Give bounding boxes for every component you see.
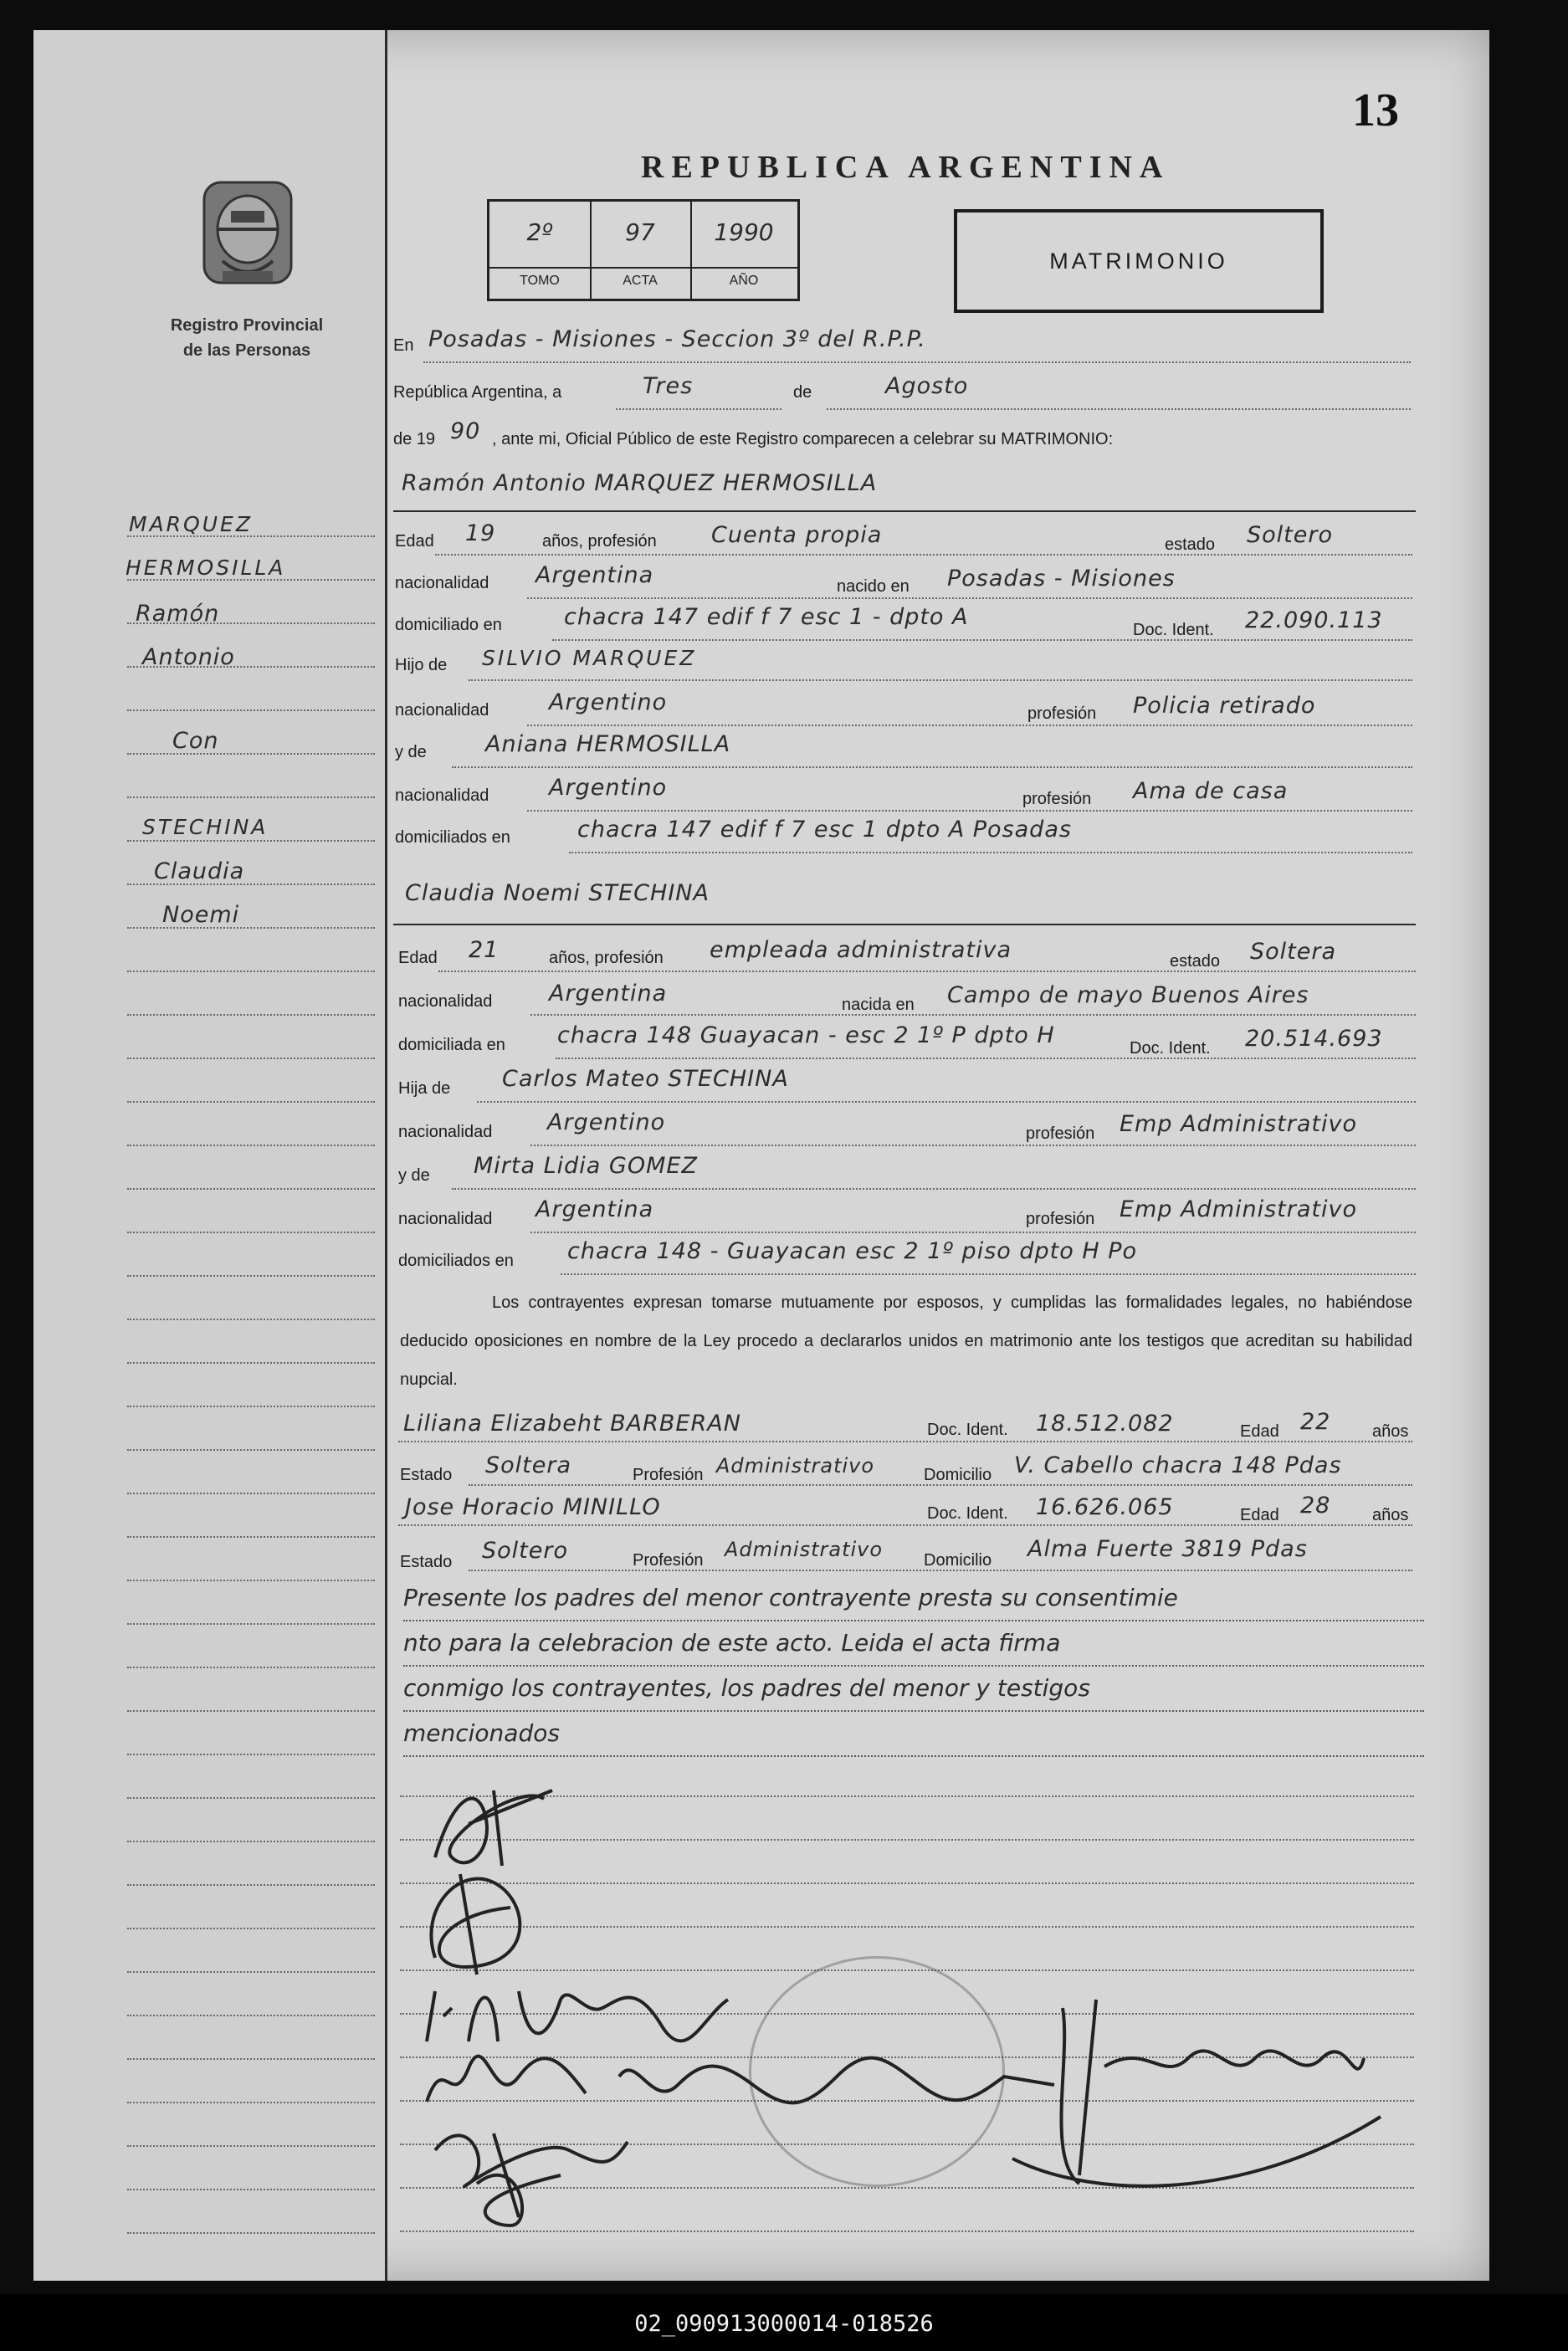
margin-dotted-line (127, 535, 375, 537)
groom-profesion: Cuenta propia (711, 522, 883, 548)
margin-dotted-line (127, 1493, 375, 1494)
groom-doc-label: Doc. Ident. (1133, 621, 1214, 639)
groom-doc: 22.090.113 (1245, 607, 1383, 633)
bride-yde-label: y de (398, 1166, 430, 1185)
signature-5-icon (996, 1991, 1389, 2200)
witness2-prof-label: Profesión (633, 1551, 704, 1570)
margin-dotted-line (127, 1667, 375, 1668)
registry-label-line1: Registro Provincial (170, 316, 324, 335)
groom-hijo-label: Hijo de (395, 656, 448, 674)
en-label: En (393, 336, 414, 355)
margin-dotted-line (127, 2232, 375, 2234)
acta-cell (590, 202, 692, 299)
witness1-name: Liliana Elizabeht BARBERAN (403, 1411, 741, 1437)
groom-dom: chacra 147 edif f 7 esc 1 - dpto A (564, 604, 969, 630)
year-value: 90 (450, 418, 481, 444)
de-year-label: de 19 (393, 430, 436, 448)
bride-padre-nac-label: nacionalidad (398, 1123, 493, 1141)
margin-dotted-line (127, 2145, 375, 2147)
dia-value: Tres (643, 373, 694, 399)
witness1-doc-label: Doc. Ident. (927, 1421, 1008, 1439)
witness1-estado: Soltera (485, 1452, 572, 1478)
bride-hija-label: Hija de (398, 1079, 451, 1098)
act-type-box (954, 209, 1324, 313)
witness1-edad-label: Edad (1240, 1422, 1279, 1441)
bride-padre-prof: Emp Administrativo (1120, 1111, 1357, 1137)
groom-padre-nac-label: nacionalidad (395, 701, 489, 720)
bride-padres-dom: chacra 148 - Guayacan esc 2 1º piso dpto H Po (567, 1238, 1138, 1264)
margin-dotted-line (127, 1536, 375, 1538)
bride-edad-label: Edad (398, 949, 438, 967)
groom-madre-nac: Argentino (549, 775, 668, 801)
groom-padre-nac: Argentino (549, 689, 668, 715)
margin-dotted-line (127, 2058, 375, 2060)
ante-text: , ante mi, Oficial Público de este Registro comparecen a celebrar su MATRIMONIO: (492, 430, 1114, 448)
bride-padres-dom-label: domiciliados en (398, 1252, 514, 1270)
register-page (33, 30, 1489, 2281)
margin-dotted-line (127, 622, 375, 624)
groom-anios-label: años, profesión (542, 532, 657, 551)
bride-nac: Argentina (549, 981, 668, 1006)
anio-value: 1990 (714, 218, 774, 246)
witness2-prof: Administrativo (725, 1538, 884, 1561)
margin-dotted-line (127, 1101, 375, 1103)
margin-note-4: Antonio (142, 644, 235, 670)
margin-dotted-line (127, 1058, 375, 1059)
margin-dotted-line (127, 1710, 375, 1712)
groom-padre-prof: Policia retirado (1133, 693, 1316, 719)
witness2-doc: 16.626.065 (1036, 1494, 1174, 1520)
bride-dom-label: domiciliada en (398, 1036, 505, 1054)
anio-label: AÑO (729, 274, 759, 288)
registry-label-line2: de las Personas (182, 341, 311, 360)
acta-label: ACTA (623, 274, 658, 288)
groom-padre: SILVIO MARQUEZ (482, 646, 697, 670)
bride-nacida-label: nacida en (842, 996, 915, 1014)
de-label: de (793, 383, 812, 402)
groom-madre-prof-label: profesión (1022, 790, 1092, 808)
country-title: REPUBLICA ARGENTINA (641, 150, 1171, 185)
mes-value: Agosto (885, 373, 969, 399)
republica-label: República Argentina, a (393, 383, 562, 402)
groom-nac-label: nacionalidad (395, 574, 489, 592)
groom-nac: Argentina (535, 562, 654, 588)
witness1-dom: V. Cabello chacra 148 Pdas (1014, 1452, 1342, 1478)
tomo-cell (489, 202, 592, 299)
margin-dotted-line (127, 927, 375, 929)
groom-name: Ramón Antonio MARQUEZ HERMOSILLA (402, 470, 878, 496)
groom-yde-label: y de (395, 743, 427, 761)
margin-dotted-line (127, 579, 375, 581)
groom-padre-prof-label: profesión (1027, 704, 1097, 723)
margin-dotted-line (127, 2189, 375, 2190)
margin-dotted-line (127, 971, 375, 972)
bride-madre-nac-label: nacionalidad (398, 1210, 493, 1228)
bride-nac-label: nacionalidad (398, 992, 493, 1011)
margin-dotted-line (127, 1188, 375, 1190)
notes (403, 1576, 1424, 1757)
margin-note-7: Claudia (154, 858, 245, 884)
margin-dotted-line (127, 1623, 375, 1625)
margin-dotted-line (127, 1754, 375, 1755)
margin-dotted-line (127, 1580, 375, 1581)
groom-madre-nac-label: nacionalidad (395, 786, 489, 805)
bride-doc: 20.514.693 (1245, 1026, 1383, 1052)
note-line-2: nto para la celebracion de este acto. Leida el acta firma (403, 1621, 1424, 1667)
signature-6-icon (418, 2100, 636, 2234)
bride-edad: 21 (469, 937, 500, 963)
bride-padre-nac: Argentino (547, 1109, 666, 1135)
tomo-value: 2º (526, 218, 553, 246)
witness1-prof: Administrativo (716, 1454, 875, 1478)
witness1-prof-label: Profesión (633, 1466, 704, 1484)
margin-dotted-line (127, 1232, 375, 1233)
groom-nacido: Posadas - Misiones (947, 566, 1176, 592)
margin-note-6: STECHINA (142, 815, 269, 839)
bride-name: Claudia Noemi STECHINA (405, 880, 710, 906)
bride-doc-label: Doc. Ident. (1130, 1039, 1211, 1058)
bride-madre: Mirta Lidia GOMEZ (474, 1153, 698, 1179)
groom-padres-dom-label: domiciliados en (395, 828, 510, 847)
bride-estado-label: estado (1170, 952, 1221, 971)
witness1-dom-label: Domicilio (924, 1466, 992, 1484)
witness2-estado: Soltero (482, 1538, 568, 1564)
bride-dom: chacra 148 Guayacan - esc 2 1º P dpto H (557, 1022, 1055, 1048)
margin-dotted-line (127, 666, 375, 668)
registry-label (126, 313, 368, 363)
margin-dotted-line (127, 1971, 375, 1973)
margin-dotted-line (127, 1797, 375, 1799)
note-line-3: conmigo los contrayentes, los padres del menor y testigos (403, 1667, 1424, 1712)
margin-dotted-line (127, 1275, 375, 1277)
margin-dotted-line (127, 1841, 375, 1842)
bride-madre-prof: Emp Administrativo (1120, 1196, 1357, 1222)
witness2-dom: Alma Fuerte 3819 Pdas (1027, 1536, 1308, 1562)
margin-dotted-line (127, 1406, 375, 1407)
signature-2-icon (410, 1857, 561, 1983)
bride-madre-nac: Argentina (535, 1196, 654, 1222)
witness2-estado-label: Estado (400, 1553, 453, 1571)
acta-value: 97 (625, 218, 655, 246)
margin-column (33, 30, 387, 2281)
groom-edad: 19 (465, 520, 496, 546)
groom-madre: Aniana HERMOSILLA (485, 731, 731, 757)
margin-dotted-line (127, 1362, 375, 1364)
margin-dotted-line (127, 796, 375, 798)
record-box (487, 199, 800, 301)
tomo-label: TOMO (520, 274, 560, 288)
witness1-edad: 22 (1300, 1409, 1331, 1435)
witness2-name: Jose Horacio MINILLO (405, 1494, 661, 1520)
margin-dotted-line (127, 1884, 375, 1886)
margin-note-3: Ramón (136, 601, 220, 627)
groom-nacido-label: nacido en (837, 577, 910, 596)
margin-dotted-line (127, 840, 375, 842)
bride-estado: Soltera (1250, 939, 1337, 965)
act-type-label: MATRIMONIO (1049, 248, 1228, 274)
page-number: 13 (1352, 85, 1399, 136)
footer-id: 02_090913000014-018526 (634, 2311, 934, 2337)
groom-estado-label: estado (1165, 535, 1216, 554)
margin-dotted-line (127, 2015, 375, 2016)
margin-note-8: Noemi (162, 902, 240, 928)
groom-madre-prof: Ama de casa (1133, 778, 1289, 804)
groom-edad-label: Edad (395, 532, 434, 551)
note-line-1: Presente los padres del menor contrayente presta su consentimie (403, 1576, 1424, 1621)
groom-padres-dom: chacra 147 edif f 7 esc 1 dpto A Posadas (577, 817, 1072, 843)
margin-dotted-line (127, 1928, 375, 1929)
margin-dotted-line (127, 2102, 375, 2103)
bride-padre: Carlos Mateo STECHINA (502, 1066, 789, 1092)
groom-dom-label: domiciliado en (395, 616, 502, 634)
margin-dotted-line (127, 709, 375, 711)
margin-dotted-line (127, 1319, 375, 1320)
margin-dotted-line (127, 1145, 375, 1146)
margin-dotted-line (127, 884, 375, 885)
witness1-doc: 18.512.082 (1036, 1411, 1174, 1437)
statement: Los contrayentes expresan tomarse mutuamente por esposos, y cumplidas las formalidades legales, no habiéndose deducido oposiciones en nombre de la Ley procedo a declararlos unidos en matrimonio ante los testigos que acreditan su habilidad nupcial. (400, 1293, 1412, 1389)
en-value: Posadas - Misiones - Seccion 3º del R.P.P. (428, 326, 926, 352)
coat-of-arms-icon (197, 177, 298, 298)
margin-dotted-line (127, 753, 375, 755)
margin-note-2: HERMOSILLA (126, 556, 286, 580)
bride-nacida: Campo de mayo Buenos Aires (947, 982, 1309, 1008)
witness2-doc-label: Doc. Ident. (927, 1504, 1008, 1523)
witness2-dom-label: Domicilio (924, 1551, 992, 1570)
bride-padre-prof-label: profesión (1026, 1124, 1095, 1143)
margin-note-5: Con (172, 728, 219, 754)
note-line-4: mencionados (403, 1712, 1424, 1757)
bride-madre-prof-label: profesión (1026, 1210, 1095, 1228)
witness1-anios-label: años (1372, 1422, 1409, 1441)
anio-cell (690, 202, 797, 299)
witness2-edad-label: Edad (1240, 1506, 1279, 1524)
groom-estado: Soltero (1247, 522, 1333, 548)
witness2-anios-label: años (1372, 1506, 1409, 1524)
margin-dotted-line (127, 1014, 375, 1016)
margin-dotted-line (127, 1449, 375, 1451)
margin-note-1: MARQUEZ (129, 512, 253, 536)
witness2-edad: 28 (1300, 1493, 1331, 1519)
bride-anios-label: años, profesión (549, 949, 664, 967)
witness1-estado-label: Estado (400, 1466, 453, 1484)
bride-profesion: empleada administrativa (710, 937, 1012, 963)
